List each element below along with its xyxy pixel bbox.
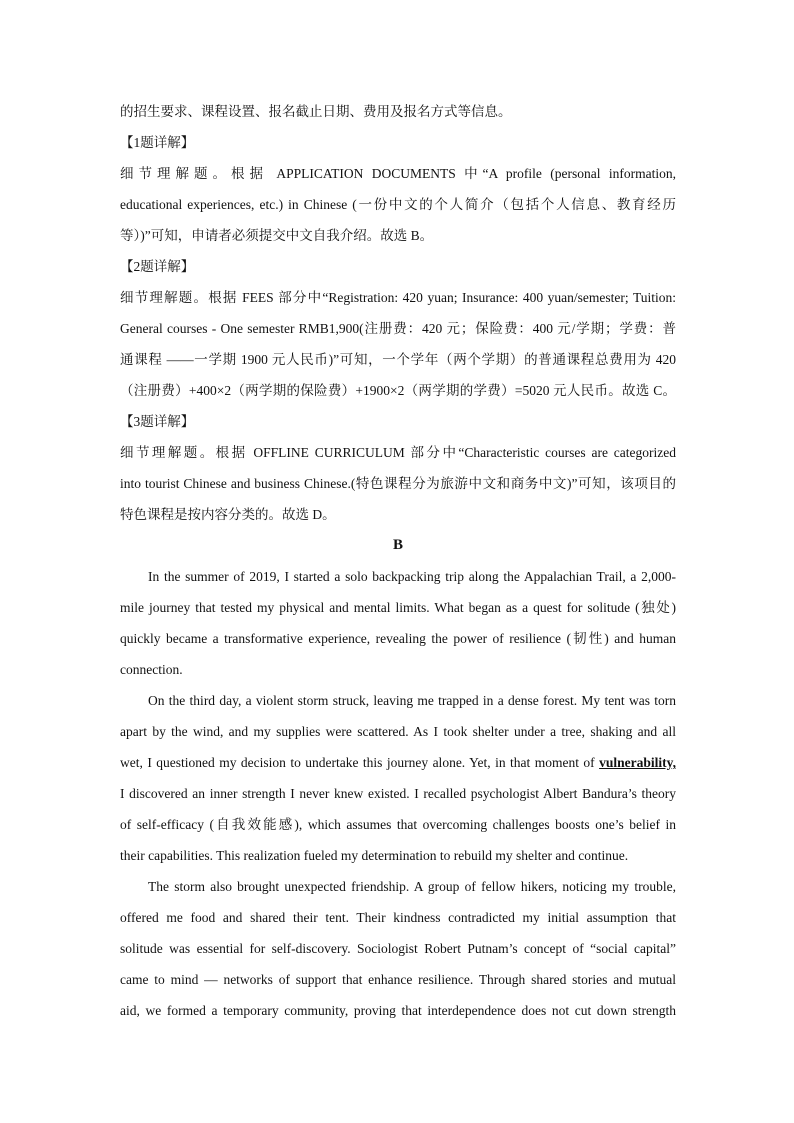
passage-line: offered me food and shared their tent. Their kindness contradicted my initial assumption that: [120, 910, 676, 925]
q1-line: 细节理解题。根据 APPLICATION DOCUMENTS 中“A profile (personal information,: [120, 166, 676, 181]
passage-line: apart by the wind, and my supplies were scattered. As I took shelter under a tree, shaking and all: [120, 724, 676, 739]
q1-heading: 【1题详解】: [120, 135, 195, 150]
passage-line: their capabilities. This realization fueled my determination to rebuild my shelter and continue.: [120, 848, 629, 863]
passage-line: I discovered an inner strength I never knew existed. I recalled psychologist Albert Bandura’s theory: [120, 786, 676, 801]
q2-line: General courses - One semester RMB1,900(注册费：420 元；保险费：400 元/学期；学费：普: [120, 321, 676, 336]
passage-line: [120, 747, 676, 778]
q2-heading: 【2题详解】: [120, 259, 195, 274]
passage-line: came to mind — networks of support that enhance resilience. Through shared stories and mutual: [120, 972, 676, 987]
q1-line: 等）)”可知，申请者必须提交中文自我介绍。故选 B。: [120, 228, 434, 243]
passage-line: solitude was essential for self-discovery. Sociologist Robert Putnam’s concept of “social capital”: [120, 941, 676, 956]
q2-line: （注册费）+400×2（两学期的保险费）+1900×2（两学期的学费）=5020 元人民币。故选 C。: [120, 383, 676, 398]
passage-text: wet, I questioned my decision to undertake this journey alone. Yet, in that moment of: [120, 755, 600, 770]
vocab-word-vulnerability: vulnerability,: [599, 755, 676, 770]
passage-line: of self-efficacy (自我效能感), which assumes that overcoming challenges boosts one’s belief in: [120, 817, 676, 832]
passage-line: The storm also brought unexpected friendship. A group of fellow hikers, noticing my trouble,: [148, 879, 676, 894]
q3-line: 细节理解题。根据 OFFLINE CURRICULUM 部分中“Characteristic courses are categorized: [120, 445, 676, 460]
passage-line: On the third day, a violent storm struck, leaving me trapped in a dense forest. My tent was torn: [148, 693, 676, 708]
q3-line: 特色课程是按内容分类的。故选 D。: [120, 507, 336, 522]
q2-line: 通课程 ——一学期 1900 元人民币)”可知，一个学年（两个学期）的普通课程总费用为 420: [120, 352, 676, 367]
document-body: [120, 96, 676, 1026]
section-b-title: B: [392, 537, 403, 553]
q2-line: 细节理解题。根据 FEES 部分中“Registration: 420 yuan; Insurance: 400 yuan/semester; Tuition:: [120, 290, 676, 305]
q3-line: into tourist Chinese and business Chinese.(特色课程分为旅游中文和商务中文)”可知，该项目的: [120, 476, 676, 491]
q3-heading: 【3题详解】: [120, 414, 195, 429]
passage-line: In the summer of 2019, I started a solo backpacking trip along the Appalachian Trail, a 2,000-: [148, 569, 676, 584]
passage-line: connection.: [120, 662, 183, 677]
passage-line: quickly became a transformative experience, revealing the power of resilience (韧性) and human: [120, 631, 676, 646]
intro-line: 的招生要求、课程设置、报名截止日期、费用及报名方式等信息。: [120, 104, 512, 119]
passage-line: mile journey that tested my physical and mental limits. What began as a quest for solitude (独处): [120, 600, 676, 615]
passage-line: aid, we formed a temporary community, proving that interdependence does not cut down strength: [120, 1003, 676, 1018]
q1-line: educational experiences, etc.) in Chinese (一份中文的个人简介（包括个人信息、教育经历: [120, 197, 676, 212]
